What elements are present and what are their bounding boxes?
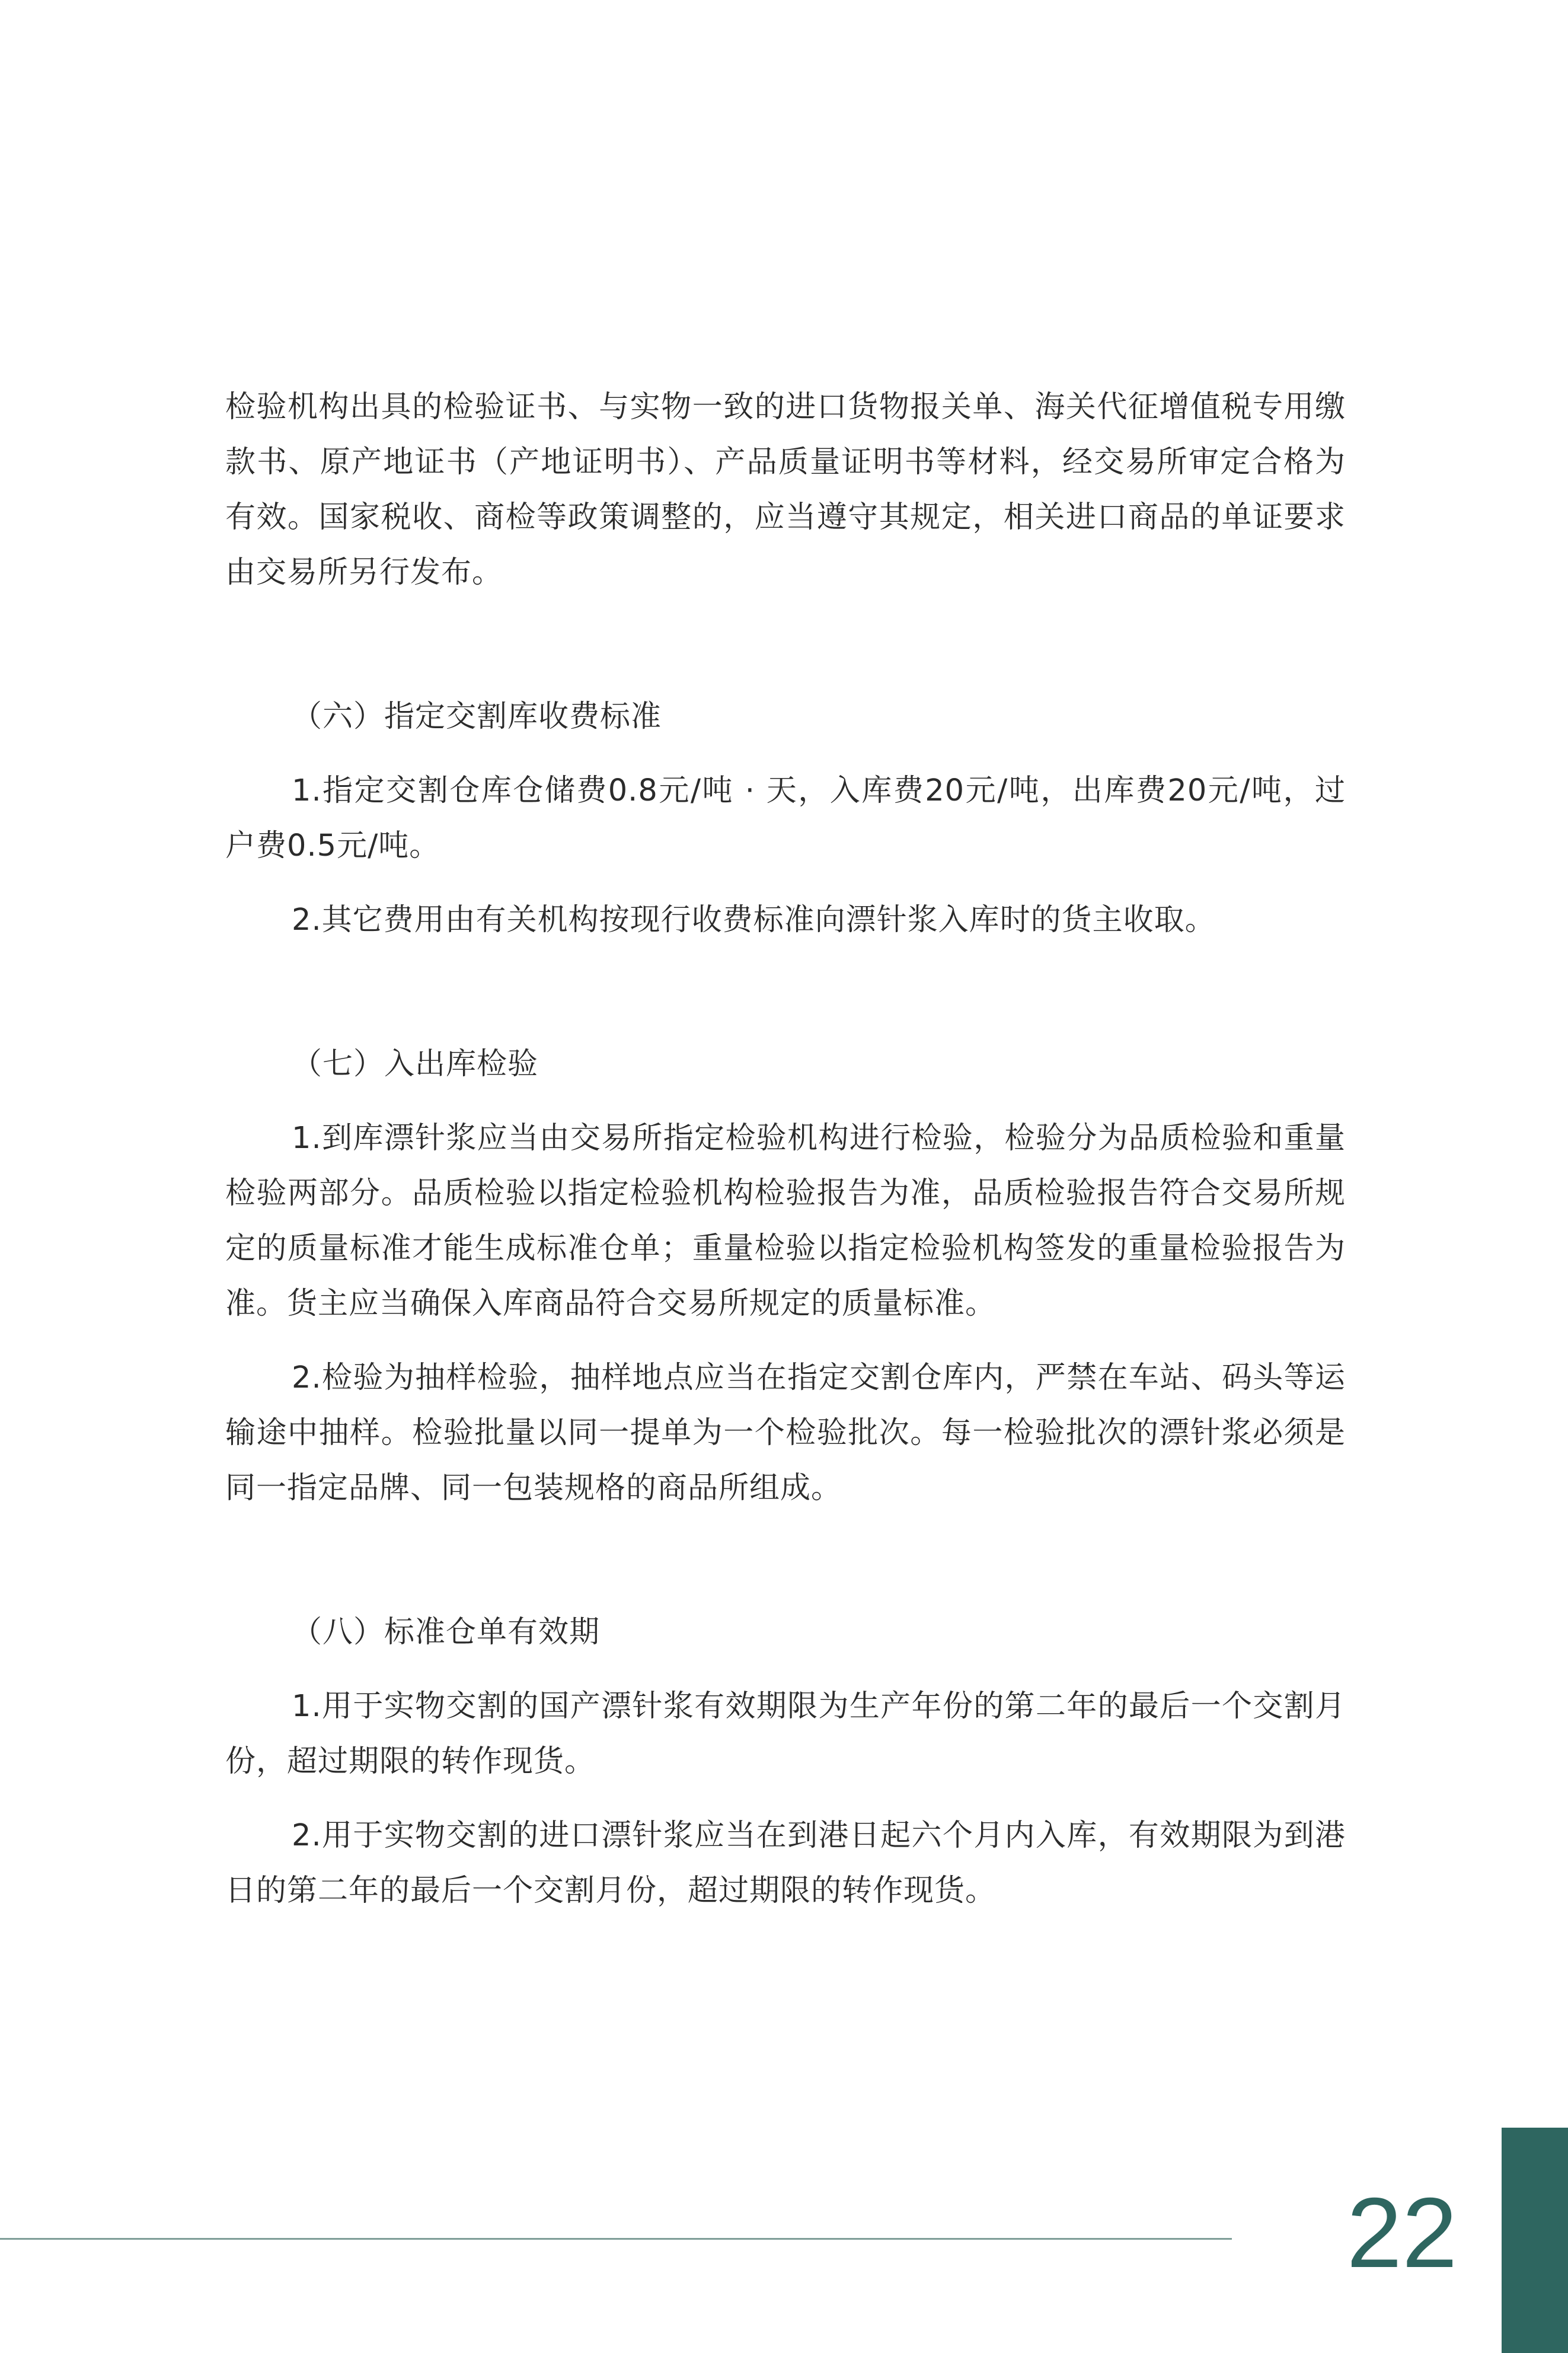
section-inspection bbox=[225, 1037, 1346, 1516]
fee-paragraph-1: 1.指定交割仓库仓储费0.8元/吨 · 天，入库费20元/吨，出库费20元/吨，过户费0.5元/吨。 bbox=[225, 773, 1346, 863]
page-body bbox=[225, 380, 1346, 1918]
intro-paragraph: 检验机构出具的检验证书、与实物一致的进口货物报关单、海关代征增值税专用缴款书、原产地证书（产地证明书）、产品质量证明书等材料，经交易所审定合格为有效。国家税收、商检等政策调整的，应当遵守其规定，相关进口商品的单证要求由交易所另行发布。 bbox=[225, 390, 1346, 590]
section-spacer bbox=[225, 600, 1346, 689]
fee-paragraph-2: 2.其它费用由有关机构按现行收费标准向漂针浆入库时的货主收取。 bbox=[292, 903, 1216, 938]
section-spacer bbox=[225, 1516, 1346, 1605]
section-heading: （八）标准仓单有效期 bbox=[292, 1615, 601, 1650]
inspection-paragraph-1: 1.到库漂针浆应当由交易所指定检验机构进行检验，检验分为品质检验和重量检验两部分。品质检验以指定检验机构检验报告为准，品质检验报告符合交易所规定的质量标准才能生成标准仓单；重量检验以指定检验机构签发的重量检验报告为准。货主应当确保入库商品符合交易所规定的质量标准。 bbox=[225, 1121, 1346, 1321]
inspection-paragraph-2: 2.检验为抽样检验，抽样地点应当在指定交割仓库内，严禁在车站、码头等运输途中抽样。检验批量以同一提单为一个检验批次。每一检验批次的漂针浆必须是同一指定品牌、同一包装规格的商品所组成。 bbox=[225, 1360, 1346, 1506]
footer-divider bbox=[0, 2238, 1232, 2240]
section-validity bbox=[225, 1605, 1346, 1918]
section-heading: （七）入出库检验 bbox=[292, 1047, 539, 1082]
footer-accent-block bbox=[1502, 2128, 1568, 2353]
page-number: 22 bbox=[1346, 2177, 1458, 2288]
section-storage-fees bbox=[225, 689, 1346, 948]
section-spacer bbox=[225, 948, 1346, 1037]
validity-paragraph-2: 2.用于实物交割的进口漂针浆应当在到港日起六个月内入库，有效期限为到港日的第二年的最后一个交割月份，超过期限的转作现货。 bbox=[225, 1818, 1346, 1908]
section-heading: （六）指定交割库收费标准 bbox=[292, 699, 662, 734]
validity-paragraph-1: 1.用于实物交割的国产漂针浆有效期限为生产年份的第二年的最后一个交割月份，超过期限的转作现货。 bbox=[225, 1689, 1346, 1779]
